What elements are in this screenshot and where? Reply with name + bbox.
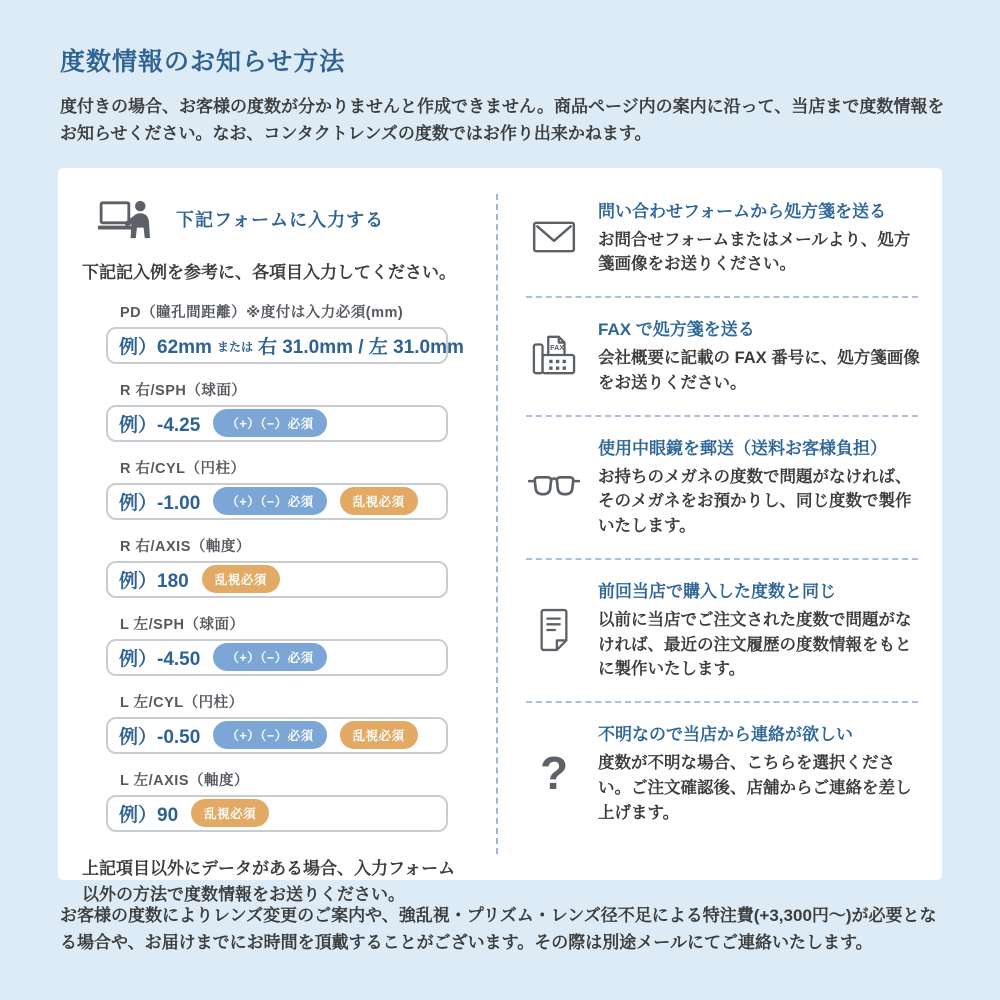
- intro-text: 度付きの場合、お客様の度数が分かりませんと作成できません。商品ページ内の案内に沿って、当店まで度数情報をお知らせください。なお、コンタクトレンズの度数ではお作り出来かねます。: [60, 97, 945, 143]
- question-glyph: ?: [539, 746, 569, 799]
- method-same-as-previous: [524, 560, 920, 701]
- astigmatism-required-badge: 乱視必須: [340, 487, 418, 515]
- envelope-icon: [524, 220, 584, 254]
- field-label: L 左/CYL（円柱）: [120, 694, 244, 711]
- form-note: 上記項目以外にデータがある場合、入力フォーム以外の方法で度数情報をお送りください。: [82, 858, 456, 905]
- field-example-box: [106, 405, 448, 442]
- form-header: [98, 198, 472, 240]
- field-example-box: [106, 483, 448, 520]
- example-value: 例）-4.50: [119, 648, 201, 670]
- field-label: R 右/AXIS（軸度）: [120, 538, 251, 555]
- field-label: L 左/AXIS（軸度）: [120, 772, 249, 789]
- field-l-axis: [106, 769, 472, 832]
- example-value: 例）180: [119, 570, 189, 592]
- method-text: [598, 720, 920, 825]
- field-label: R 右/CYL（円柱）: [120, 460, 246, 477]
- field-r-axis: [106, 535, 472, 598]
- glasses-icon: [524, 473, 584, 499]
- field-example-box: [106, 639, 448, 676]
- method-title: 不明なので当店から連絡が欲しい: [598, 725, 853, 745]
- example-connector: または: [216, 339, 253, 354]
- example-value: 例）-0.50: [119, 726, 201, 748]
- example-value: 例）62mm: [119, 336, 212, 358]
- field-label: PD（瞳孔間距離）※度付は入力必須(mm): [120, 304, 404, 321]
- method-title: 問い合わせフォームから処方箋を送る: [598, 201, 887, 221]
- form-heading: 下記フォームに入力する: [176, 209, 385, 230]
- example-value: 例）-1.00: [119, 492, 201, 514]
- plus-minus-required-badge: （+）（−）必須: [213, 409, 326, 437]
- method-body: 会社概要に記載の FAX 番号に、処方箋画像をお送りください。: [598, 349, 920, 392]
- method-body: お持ちのメガネの度数で問題がなければ、そのメガネをお預かりし、同じ度数で製作いたします。: [598, 467, 912, 536]
- method-mail-glasses: [524, 417, 920, 558]
- field-label: L 左/SPH（球面）: [120, 616, 245, 633]
- method-contact-me: [524, 703, 920, 844]
- field-example-box: [106, 717, 448, 754]
- form-fields: [106, 301, 472, 832]
- fax-icon-label: FAX: [550, 344, 565, 353]
- page-title: 度数情報のお知らせ方法: [60, 48, 346, 76]
- other-methods-column: [498, 168, 942, 880]
- method-text: [598, 577, 920, 682]
- form-example-column: [58, 168, 496, 905]
- document-icon: [524, 607, 584, 653]
- example-value: 例）-4.25: [119, 414, 201, 436]
- method-title: 使用中眼鏡を郵送（送料お客様負担）: [598, 438, 887, 458]
- astigmatism-required-badge: 乱視必須: [340, 721, 418, 749]
- plus-minus-required-badge: （+）（−）必須: [213, 721, 326, 749]
- field-l-sph: [106, 613, 472, 676]
- method-title: FAX で処方箋を送る: [598, 320, 755, 340]
- method-text: [598, 434, 920, 539]
- field-l-cyl: [106, 691, 472, 754]
- method-text: [598, 315, 920, 396]
- field-example-box: [106, 561, 448, 598]
- method-fax: [524, 298, 920, 415]
- method-contact-form: [524, 180, 920, 297]
- footer-note: お客様の度数によりレンズ変更のご案内や、強乱視・プリズム・レンズ径不足による特注費(+3,300円〜)が必要となる場合や、お届けまでにお時間を頂戴することがございます。その際は別途メールにてご連絡いたします。: [60, 905, 937, 953]
- field-pd: [106, 301, 472, 364]
- example-value: 例）90: [119, 804, 179, 826]
- field-example-box: [106, 795, 448, 832]
- field-r-cyl: [106, 457, 472, 520]
- method-title: 前回当店で購入した度数と同じ: [598, 581, 836, 601]
- method-body: お問合せフォームまたはメールより、処方箋画像をお送りください。: [598, 230, 911, 274]
- field-r-sph: [106, 379, 472, 442]
- method-body: 度数が不明な場合、こちらを選択ください。ご注文確認後、店舗からご連絡を差し上げます。: [598, 754, 912, 822]
- fax-icon: [524, 333, 584, 377]
- field-example-box: [106, 327, 464, 364]
- plus-minus-required-badge: （+）（−）必須: [213, 643, 326, 671]
- plus-minus-required-badge: （+）（−）必須: [213, 487, 326, 515]
- example-value-extra: 右 31.0mm / 左 31.0mm: [257, 336, 464, 358]
- question-icon: [524, 746, 584, 799]
- methods-card: [58, 168, 942, 905]
- astigmatism-required-badge: 乱視必須: [202, 565, 280, 593]
- method-text: [598, 197, 920, 278]
- form-subheading: 下記記入例を参考に、各項目入力してください。: [82, 262, 456, 282]
- field-label: R 右/SPH（球面）: [120, 382, 247, 399]
- astigmatism-required-badge: 乱視必須: [191, 799, 269, 827]
- method-body: 以前に当店でご注文された度数で問題がなければ、最近の注文履歴の度数情報をもとに製作いたします。: [598, 610, 912, 679]
- person-at-screen-icon: [98, 198, 152, 240]
